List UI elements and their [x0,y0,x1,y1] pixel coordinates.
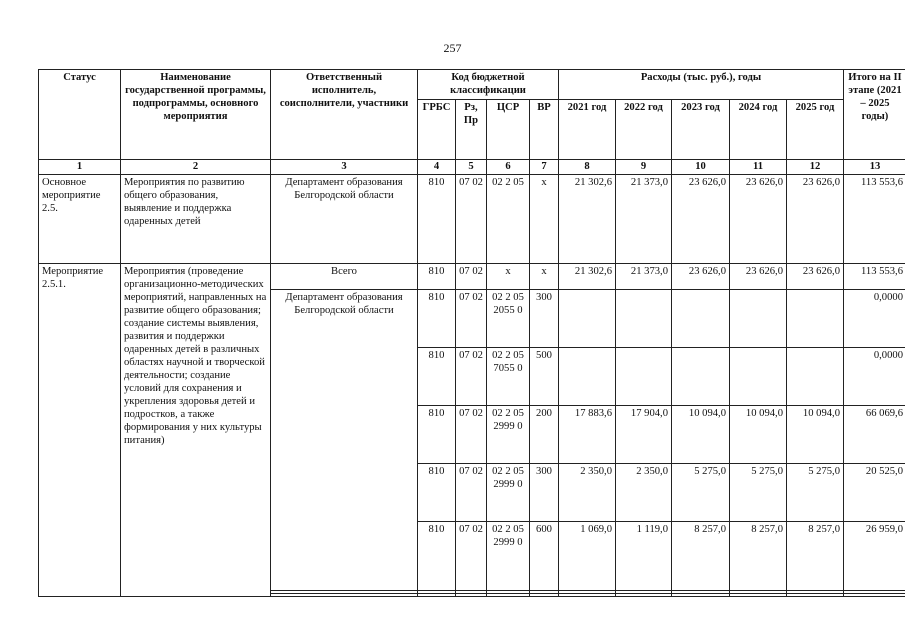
cell-grbs: 810 [418,464,456,522]
col-number: 9 [616,160,672,175]
cell-2021: 17 883,6 [559,406,616,464]
cell-2022: 2 350,0 [616,464,672,522]
cell-grbs: 810 [418,263,456,289]
cell-csr: 02 2 05 2999 0 [487,464,530,522]
cell-2023: 23 626,0 [672,263,730,289]
cell-total: 66 069,6 [844,406,905,464]
header-2022: 2022 год [616,100,672,160]
header-2025: 2025 год [787,100,844,160]
col-number: 6 [487,160,530,175]
cell-rzpr: 07 02 [456,263,487,289]
header-csr: ЦСР [487,100,530,160]
header-status: Статус [39,70,121,160]
col-number: 4 [418,160,456,175]
col-number: 3 [271,160,418,175]
cell-total: 113 553,6 [844,174,905,263]
cell-total: 0,0000 [844,347,905,405]
col-number: 12 [787,160,844,175]
cell-grbs: 810 [418,174,456,263]
col-number: 8 [559,160,616,175]
cell-2021: 21 302,6 [559,174,616,263]
cell-vr: 600 [530,522,559,590]
row-status: Основное мероприятие 2.5. [39,174,121,263]
col-number: 5 [456,160,487,175]
cell-2025: 5 275,0 [787,464,844,522]
cell-grbs: 810 [418,406,456,464]
col-number: 10 [672,160,730,175]
col-number: 7 [530,160,559,175]
cell-2021: 2 350,0 [559,464,616,522]
cell-vr: 300 [530,289,559,347]
cell-2022: 17 904,0 [616,406,672,464]
header-budget-code: Код бюджетной классификации [418,70,559,100]
page-number: 257 [443,41,462,55]
cell-2025: 23 626,0 [787,174,844,263]
responsible-blank [271,406,418,591]
table-row [39,263,905,289]
cell-grbs: 810 [418,289,456,347]
cell-vr: 300 [530,464,559,522]
cell-grbs: 810 [418,347,456,405]
col-number: 13 [844,160,905,175]
header-name: Наименование государственной программы, подпрограммы, основного мероприятия [121,70,271,160]
col-number: 1 [39,160,121,175]
cell-2024: 23 626,0 [730,174,787,263]
cell-2024: 10 094,0 [730,406,787,464]
header-expenses: Расходы (тыс. руб.), годы [559,70,844,100]
cell-2022: 21 373,0 [616,174,672,263]
cell-2021: 1 069,0 [559,522,616,590]
cell-vr: х [530,263,559,289]
cell-2024 [730,347,787,405]
cell-2025: 10 094,0 [787,406,844,464]
cell-csr: 02 2 05 [487,174,530,263]
header-responsible: Ответственный исполнитель, соисполнители, участники [271,70,418,160]
cell-2025: 23 626,0 [787,263,844,289]
cell-2025: 8 257,0 [787,522,844,590]
row-responsible: Департамент образования Белгородской области [271,289,418,405]
cell-2024: 5 275,0 [730,464,787,522]
cell-csr: 02 2 05 7055 0 [487,347,530,405]
col-number: 11 [730,160,787,175]
cell-2021 [559,347,616,405]
cell-2023 [672,289,730,347]
cell-vr: 200 [530,406,559,464]
cell-2024: 8 257,0 [730,522,787,590]
cell-2021: 21 302,6 [559,263,616,289]
cell-2023: 5 275,0 [672,464,730,522]
cell-rzpr: 07 02 [456,406,487,464]
cell-2023 [672,347,730,405]
row-name: Мероприятия по развитию общего образования, выявление и поддержка одаренных детей [121,174,271,263]
cell-csr: 02 2 05 2999 0 [487,522,530,590]
header-total: Итого на II этапе (2021 – 2025 годы) [844,70,905,160]
cell-rzpr: 07 02 [456,289,487,347]
header-2024: 2024 год [730,100,787,160]
header-2023: 2023 год [672,100,730,160]
cell-2023: 10 094,0 [672,406,730,464]
cell-2025 [787,347,844,405]
budget-table [38,69,905,597]
table-row [39,174,905,263]
header-2021: 2021 год [559,100,616,160]
cell-csr: 02 2 05 2055 0 [487,289,530,347]
cell-total: 26 959,0 [844,522,905,590]
cell-2021 [559,289,616,347]
cell-2024 [730,289,787,347]
cell-grbs: 810 [418,522,456,590]
cell-csr: 02 2 05 2999 0 [487,406,530,464]
cell-2023: 23 626,0 [672,174,730,263]
cell-csr: х [487,263,530,289]
cell-rzpr: 07 02 [456,347,487,405]
row-total-label: Всего [271,263,418,289]
row-name: Мероприятия (проведение организационно-методических мероприятий, направленных на развитие общего образования; создание системы выявления, развития и поддержки одаренных детей в различных областях научной и творческой деятельности; создание условий для сохранения и укрепления здоровья детей и подростков, а также формирования у них культуры питания) [121,263,271,596]
cell-2025 [787,289,844,347]
cell-vr: х [530,174,559,263]
cell-total: 0,0000 [844,289,905,347]
cell-2022 [616,289,672,347]
cell-total: 20 525,0 [844,464,905,522]
header-vr: ВР [530,100,559,160]
header-rzpr: Рз, Пр [456,100,487,160]
cell-2022 [616,347,672,405]
cell-2022: 21 373,0 [616,263,672,289]
cell-2022: 1 119,0 [616,522,672,590]
cell-2024: 23 626,0 [730,263,787,289]
col-number: 2 [121,160,271,175]
row-status: Мероприятие 2.5.1. [39,263,121,596]
cell-vr: 500 [530,347,559,405]
cell-rzpr: 07 02 [456,464,487,522]
row-responsible: Департамент образования Белгородской области [271,174,418,263]
header-grbs: ГРБС [418,100,456,160]
cell-rzpr: 07 02 [456,522,487,590]
cell-2023: 8 257,0 [672,522,730,590]
cell-rzpr: 07 02 [456,174,487,263]
cell-total: 113 553,6 [844,263,905,289]
